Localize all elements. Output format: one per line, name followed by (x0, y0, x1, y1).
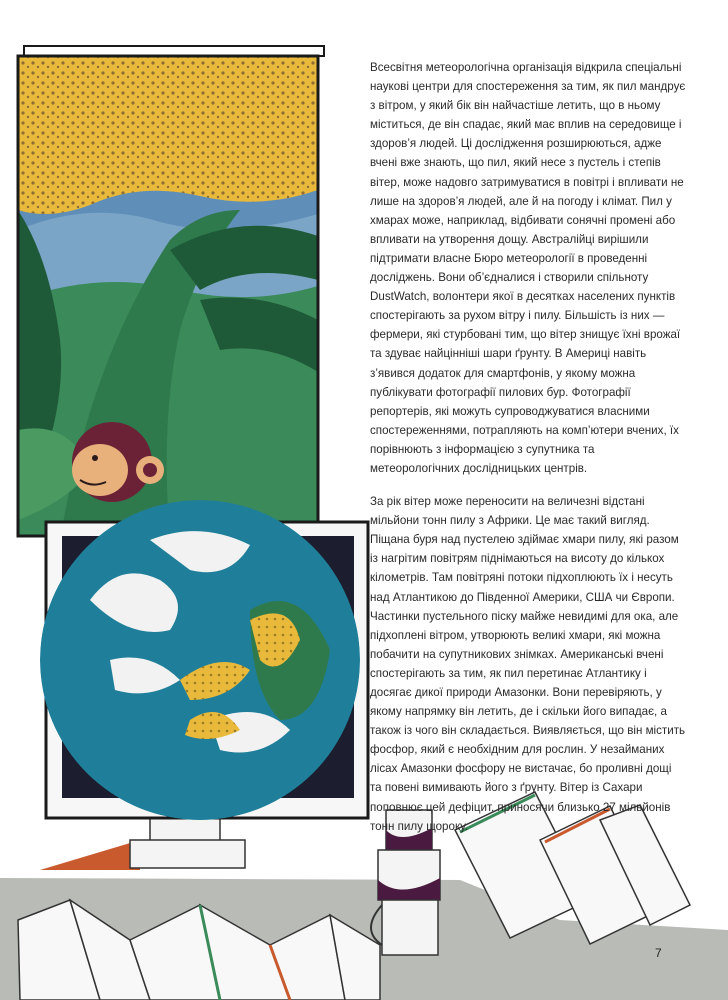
globe-icon (40, 500, 360, 820)
article-body (370, 58, 686, 850)
monitor (40, 500, 368, 870)
page-number: 7 (655, 946, 662, 960)
article-paragraph: За рік вітер може переносити на величезні відстані мільйони тонн пилу з Африки. Це має такий вигляд. Піщана буря над пустелею здіймає хмари пилу, які разом із нагрітим повітрям піднімаються на висоту до кількох кілометрів. Там повітряні потоки підхоплюють їх і несуть над Атлантикою до Південної Америки, США чи Європи. Частинки пустельного піску майже невидимі для ока, але підхоплені вітром, утворюють великі хмари, які можна побачити на супутникових знімках. Американські вчені спостерігають за тим, як пил перетинає Атлантику і досягає дикої природи Амазонки. Вони перевіряють, у якому напрямку він летить, де і скільки його випадає, а також із чого він складається. Виявляється, що він містить фосфор, який є необхідним для рослин. У незайманих лісах Амазонки фосфору не вистачає, бо проливні дощі та повені вимивають його з ґрунту. Вітер із Сахари поповнює цей дефіцит, приносячи близько 27 мільйонів тонн пилу щороку. (370, 495, 686, 833)
article-paragraph: Всесвітня метеорологічна організація відкрила спеціальні наукові центри для спостереження за тим, як пил мандрує з вітром, у який бік він найчастіше летить, що в ньому міститься, де він спадає, який має вплив на середовище і здоров’я людей. Ці дослідження розширюються, адже вчені вже знають, що пил, який несе з пустель і степів вітер, може надовго затримуватися в повітрі і впливати не лише на здоров’я людей, але й на погоду і клімат. Пил у хмарах може, наприклад, відбивати сонячні промені або впливати на утворення дощу. Австралійці вирішили підтримати власне Бюро метеорології в проведенні досліджень. Вони об’єдналися і створили спільноту DustWatch, волонтери якої в десятках населених пунктів спостерігають за рухом вітру і пилу. Більшість із них — фермери, які стурбовані тим, що вітер знищує їхні врожаї та здуває найцінніші шари ґрунту. В Америці навіть з’явився додаток для смартфонів, у якому можна публікувати фотографії пилових бур. Фотографії репортерів, які можуть супроводжуватися власними спостереженнями, потрапляють на комп’ютери вчених, їх порівнюють з інформацією з супутника та метеорологічних дослідницьких центрів. (370, 61, 686, 475)
jungle-window (18, 46, 324, 540)
